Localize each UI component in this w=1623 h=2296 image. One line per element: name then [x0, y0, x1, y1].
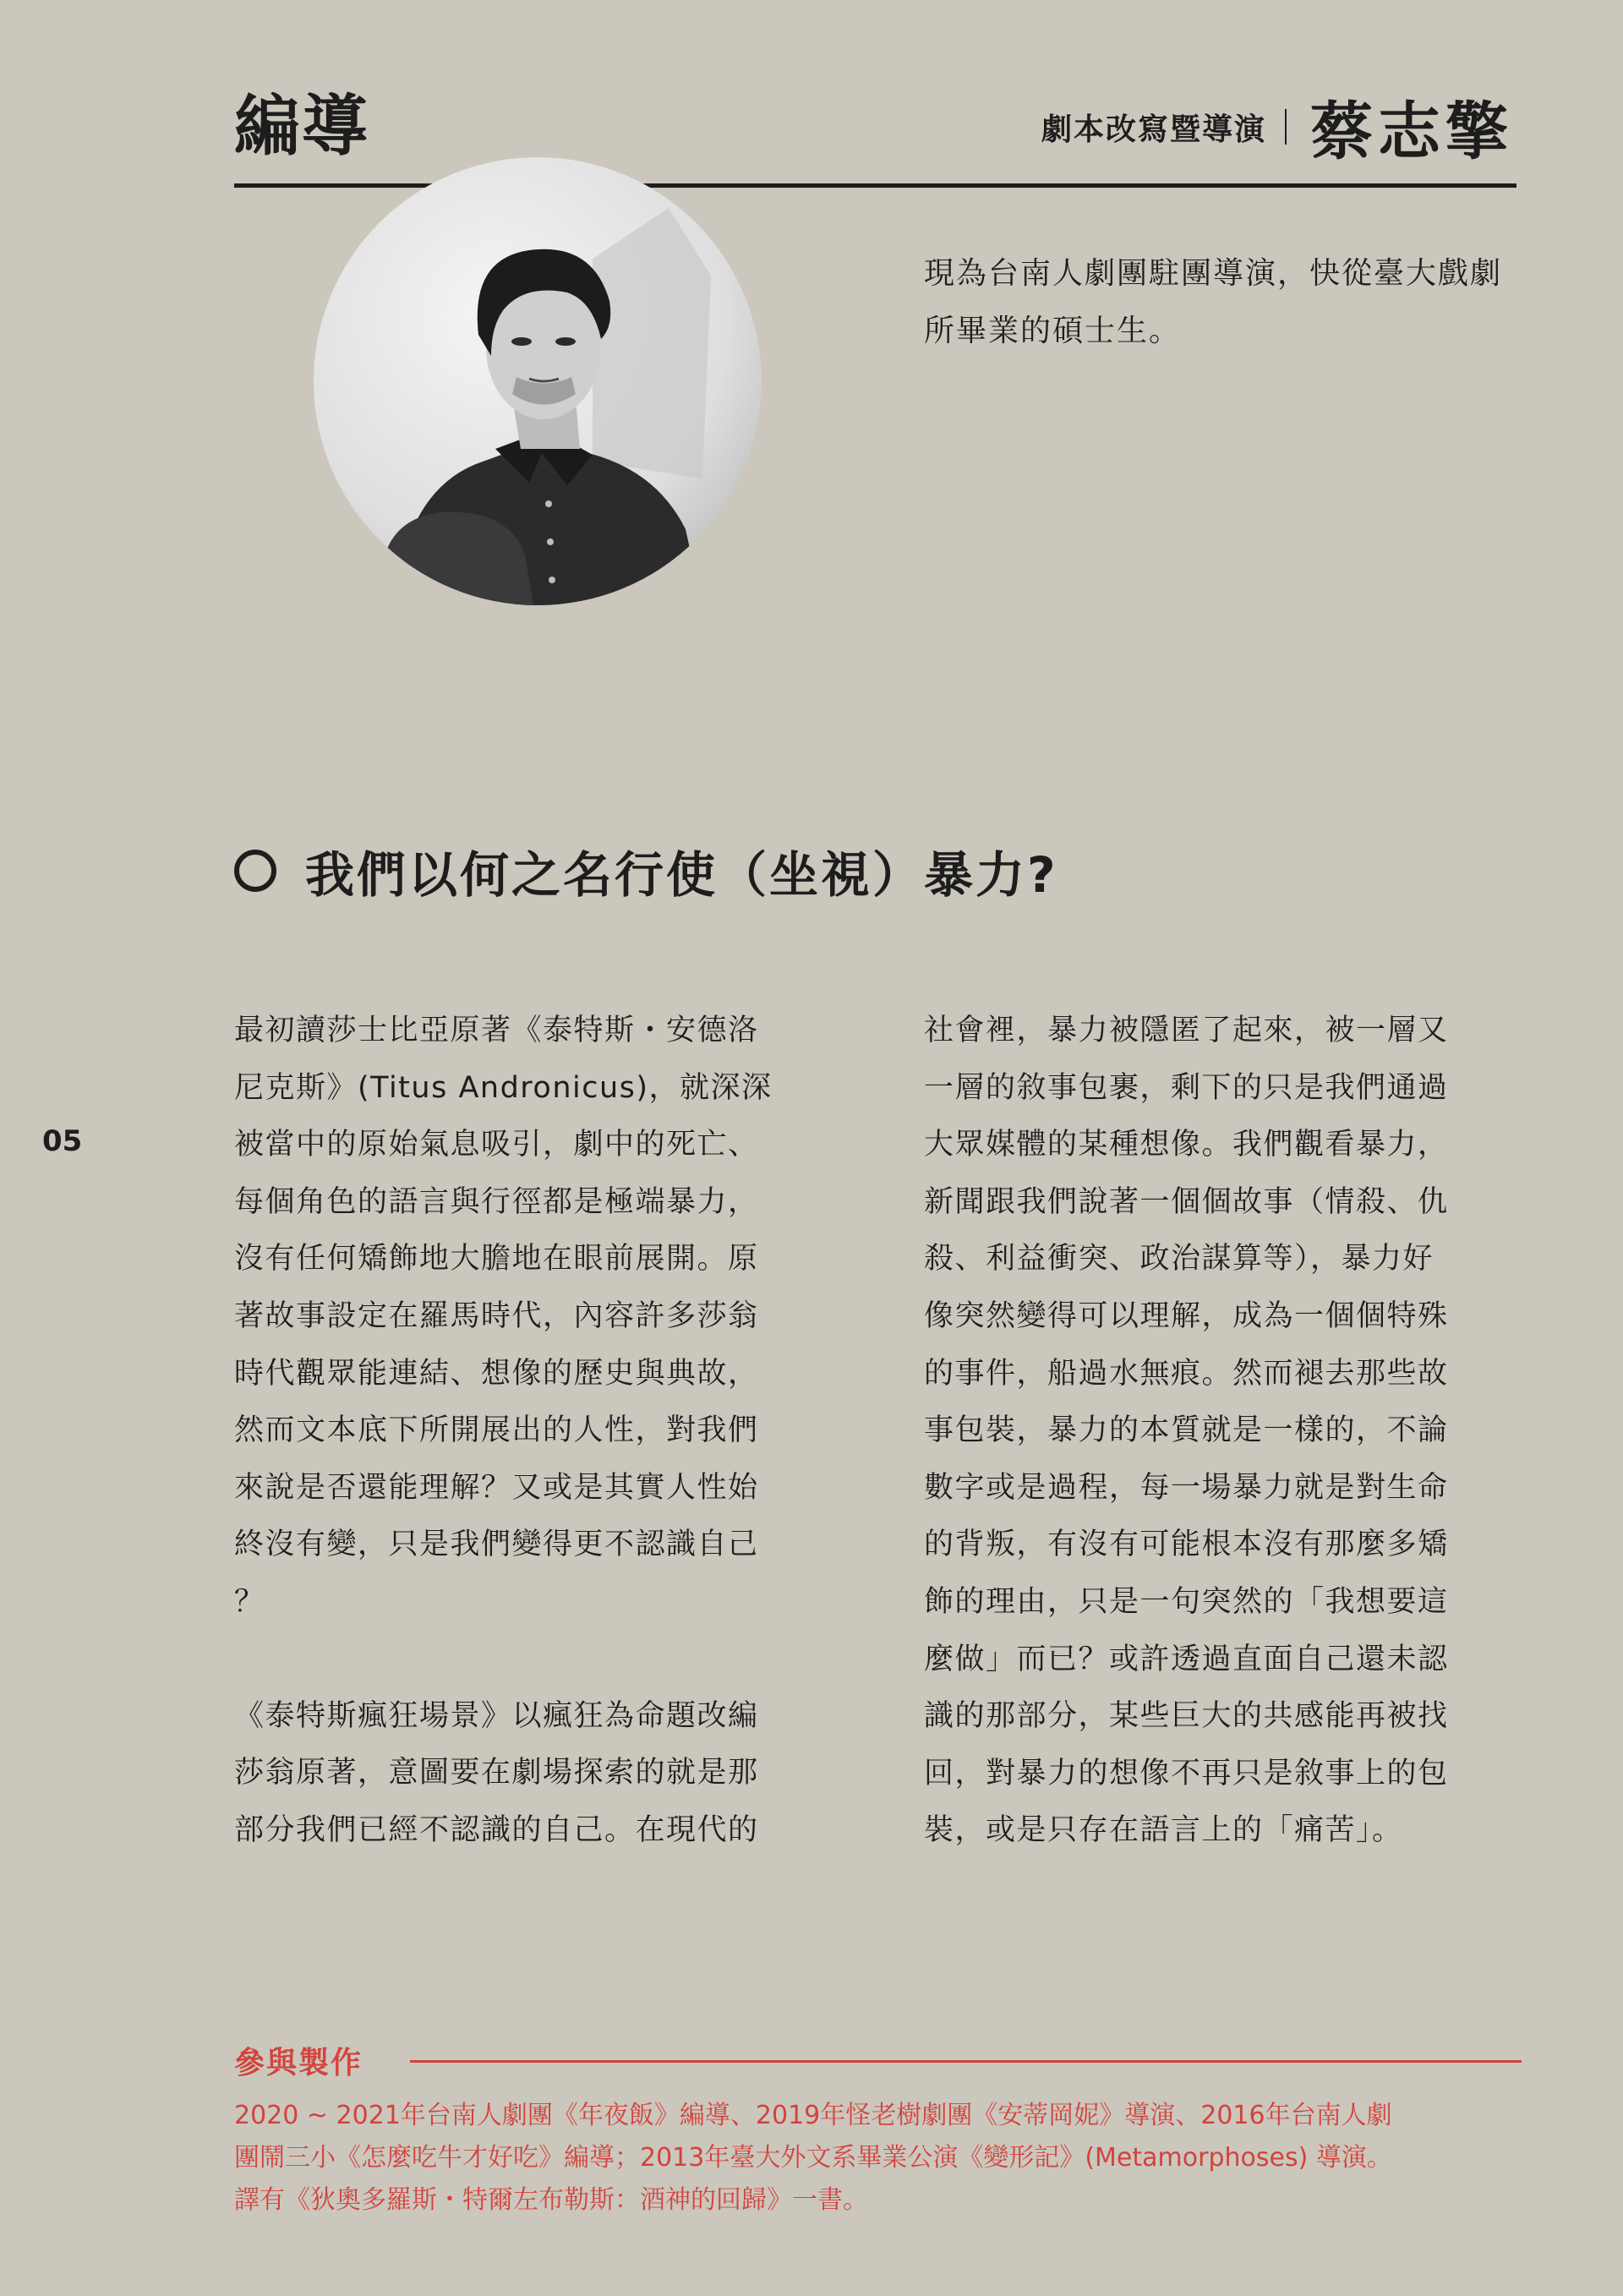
essay-line: 沒有任何矯飾地大膽地在眼前展開。原	[234, 1242, 759, 1276]
portrait-illustration	[314, 157, 762, 605]
essay-line: 飾的理由，只是一句突然的「我想要這	[924, 1584, 1449, 1619]
essay-line: 著故事設定在羅馬時代，內容許多莎翁	[234, 1298, 759, 1333]
essay-line: 數字或是過程，每一場暴力就是對生命	[924, 1470, 1449, 1505]
essay-line: 回，對暴力的想像不再只是敘事上的包	[924, 1756, 1449, 1790]
essay-line: 來說是否還能理解？又或是其實人性始	[234, 1470, 759, 1505]
essay-line: 麼做」而已？或許透過直面自己還未認	[924, 1642, 1449, 1676]
essay-line: 《泰特斯瘋狂場景》以瘋狂為命題改編	[234, 1698, 759, 1733]
credits-rule	[410, 2060, 1522, 2063]
page-number: 05	[42, 1124, 83, 1158]
portrait-photo	[314, 157, 762, 605]
essay-line: 然而文本底下所開展出的人性，對我們	[234, 1413, 759, 1448]
vertical-divider	[1285, 109, 1287, 145]
essay-line: 終沒有變，只是我們變得更不認識自己	[234, 1528, 759, 1562]
essay-line: 殺、利益衝突、政治謀算等），暴力好	[924, 1242, 1434, 1276]
essay-line: 尼克斯》(Titus Andronicus)，就深深	[234, 1070, 773, 1105]
question-heading	[234, 837, 1058, 905]
credits-body	[234, 2095, 1536, 2222]
essay-right-column	[924, 1003, 1533, 1860]
essay-line: 像突然變得可以理解，成為一個個特殊	[924, 1298, 1449, 1333]
essay-line: 的背叛，有沒有可能根本沒有那麼多矯	[924, 1528, 1449, 1562]
essay-line: 時代觀眾能連結、想像的歷史與典故，	[234, 1356, 759, 1391]
essay-line: 被當中的原始氣息吸引，劇中的死亡、	[234, 1128, 759, 1162]
essay-line: 每個角色的語言與行徑都是極端暴力，	[234, 1184, 759, 1219]
circle-bullet-icon	[234, 850, 276, 892]
essay-left-column	[234, 1003, 843, 1859]
credit-header	[1041, 85, 1513, 169]
essay-line: 莎翁原著，意圖要在劇場探索的就是那	[234, 1756, 759, 1790]
credits-title: 參與製作	[234, 2046, 363, 2080]
credits-line: 團鬧三小《怎麼吃牛才好吃》編導；2013年臺大外文系畢業公演《變形記》(Metamorphoses) 導演。	[234, 2143, 1392, 2173]
essay-line: 的事件，船過水無痕。然而褪去那些故	[924, 1356, 1449, 1391]
essay-line: 最初讀莎士比亞原著《泰特斯・安德洛	[234, 1014, 759, 1047]
essay-line: 事包裝，暴力的本質就是一樣的，不論	[924, 1413, 1449, 1448]
section-title: 編導	[234, 89, 370, 165]
paragraph-gap	[234, 1632, 843, 1688]
credits-line: 2020 ~ 2021年台南人劇團《年夜飯》編導、2019年怪老樹劇團《安蒂岡妮》導演、2016年台南人劇	[234, 2101, 1392, 2130]
person-name: 蔡志擎	[1310, 96, 1513, 168]
essay-line: 新聞跟我們說著一個個故事（情殺、仇	[924, 1184, 1449, 1219]
essay-line: 社會裡，暴力被隱匿了起來，被一層又	[924, 1014, 1449, 1047]
credits-line: 譯有《狄奧多羅斯・特爾左布勒斯：酒神的回歸》一書。	[234, 2185, 868, 2215]
essay-line: 大眾媒體的某種想像。我們觀看暴力，	[924, 1128, 1449, 1162]
role-label: 劇本改寫暨導演	[1041, 112, 1266, 147]
bio-text: 現為台南人劇團駐團導演，快從臺大戲劇所畢業的碩士生。	[924, 256, 1503, 348]
question-text: 我們以何之名行使（坐視）暴力?	[305, 846, 1058, 904]
essay-line: 識的那部分，某些巨大的共感能再被找	[924, 1699, 1449, 1734]
essay-line: 一層的敘事包裹，剩下的只是我們通過	[924, 1070, 1449, 1105]
essay-line: 裝，或是只存在語言上的「痛苦」。	[924, 1813, 1403, 1848]
essay-line: ？	[234, 1584, 265, 1619]
essay-line: 部分我們已經不認識的自己。在現代的	[234, 1812, 759, 1847]
